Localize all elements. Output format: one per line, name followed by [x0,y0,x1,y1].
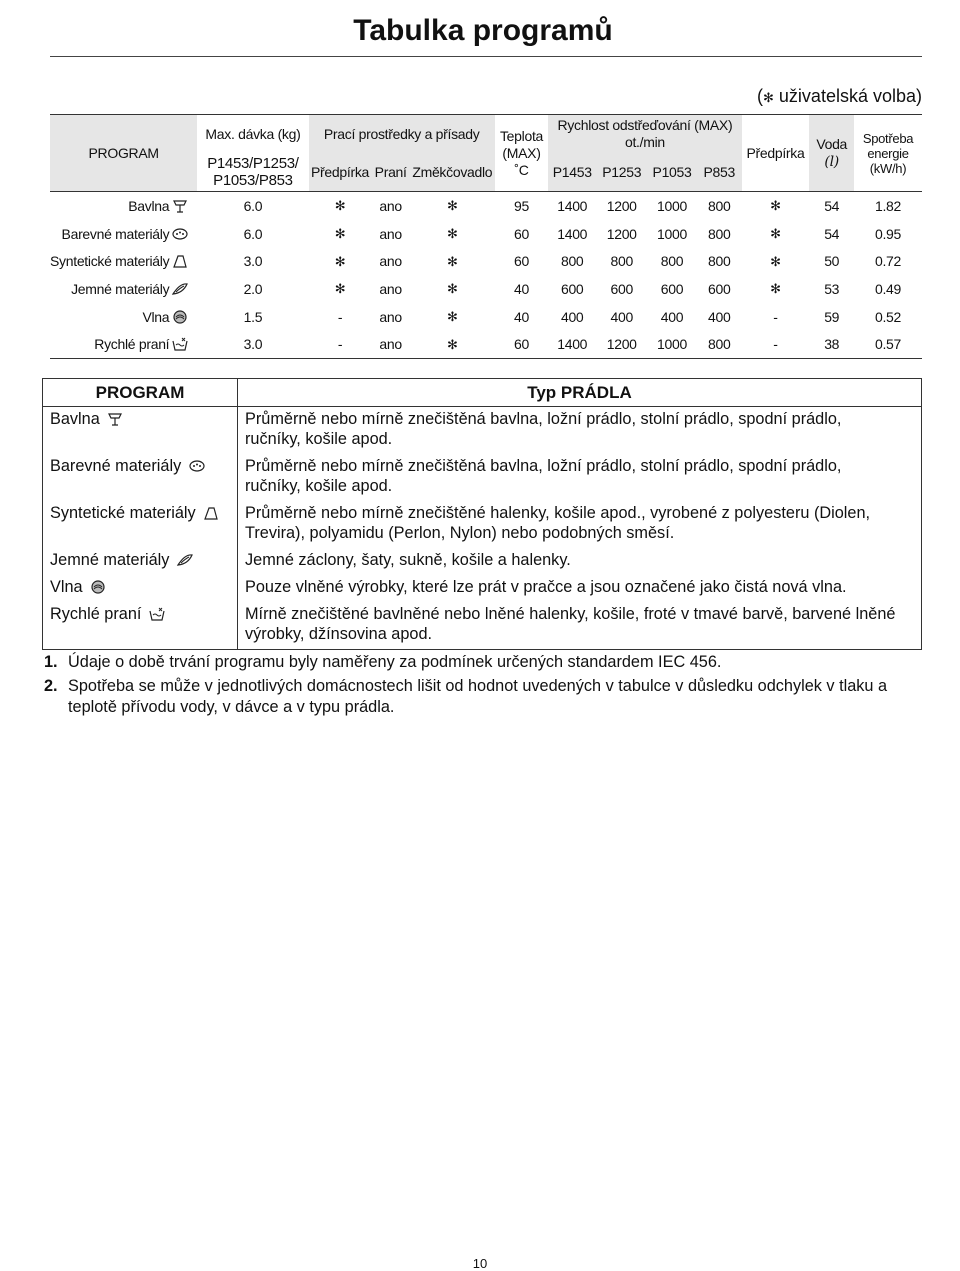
spin-cell: 1000 [657,225,687,242]
wash-cell: ano [379,253,402,270]
laundry-type-table [42,378,922,650]
water-cell: 59 [824,308,840,325]
max-load-cell: 2.0 [243,280,263,297]
spin-cell: 800 [707,197,731,214]
typ-description-column [238,407,922,650]
typ-program-name: Barevné materiály [50,454,237,501]
typ-program-column [43,407,238,650]
softener-cell: ✻ [447,227,458,243]
program-name: Vlna [50,303,197,331]
max-load-cell: 6.0 [243,197,263,214]
typ-description: Jemné záclony, šaty, sukně, košile a halenky. [245,551,571,569]
spin-cell: 1000 [657,336,687,353]
spin-cell: 1200 [606,197,637,214]
spin-cell: 1400 [557,336,588,353]
softener-cell: ✻ [447,254,458,270]
max-load-cell: 3.0 [243,336,263,353]
spin-cell: 600 [610,280,633,297]
typ-header-type: Typ PRÁDLA [238,379,922,407]
spin-cell: 600 [660,280,684,297]
spin-cell: 400 [560,308,584,325]
page-number: 10 [472,1256,488,1271]
program-row [50,220,922,248]
program-name: Rychlé praní [50,330,197,358]
temperature-cell: 60 [514,253,529,270]
typ-header-program: PROGRAM [43,379,238,407]
spin-cell: 1200 [606,225,637,242]
spin-cell: 400 [610,308,633,325]
water-cell: 38 [824,336,840,353]
energy-cell: 0.95 [874,225,902,242]
spin-cell: 1400 [557,197,588,214]
wash-cell: ano [379,308,402,325]
delicate-icon [171,281,189,297]
wash-cell: ano [379,280,402,297]
typ-description: Pouze vlněné výrobky, které lze prát v pračce a jsou označené jako čistá nová vlna. [245,578,847,596]
max-load-cell: 1.5 [243,308,263,325]
header-spin-p853: P853 [697,153,742,192]
legend-note: (✻ uživatelská volba) [757,86,922,106]
program-row [50,330,922,358]
typ-program-name: Rychlé praní [50,602,237,649]
header-temperature: Teplota (MAX) ˚C [499,127,544,178]
synthetic-icon [171,253,189,269]
energy-cell: 1.82 [874,197,902,214]
footnote-2: 2. Spotřeba se může v jednotlivých domácnostech lišit od hodnot uvedených v tabulce v důsledku odchylek v tlaku a teplotě přívodu vody, v dávce a v typu prádla. [44,676,888,716]
program-row [50,192,922,220]
colored-icon [188,458,206,474]
spin-cell: 800 [707,225,731,242]
spin-cell: 800 [560,253,584,270]
header-prewash: Předpírka [309,153,372,192]
prewash-cell: ✻ [334,199,346,215]
program-table [50,114,922,359]
header-program: PROGRAM [50,115,197,192]
prewash-option-cell: - [773,308,778,325]
quick-wash-icon [171,336,189,352]
header-prewash-option: Předpírka [746,144,805,161]
temperature-cell: 40 [514,308,529,325]
header-spin-p1253: P1253 [596,153,647,192]
header-spin-p1453: P1453 [548,153,596,192]
footnote-1: 1. Údaje o době trvání programu byly naměřeny za podmínek určených standardem IEC 456. [44,653,722,671]
prewash-option-cell: ✻ [770,282,781,298]
header-energy: Spotřeba energie (kW/h) [862,130,914,176]
prewash-cell: ✻ [334,227,346,243]
spin-cell: 400 [660,308,684,325]
program-row [50,275,922,303]
softener-cell: ✻ [447,282,458,298]
spin-cell: 800 [610,253,633,270]
energy-cell: 0.49 [874,280,902,297]
spin-cell: 800 [660,253,684,270]
wash-cell: ano [379,336,402,353]
spin-cell: 1000 [657,197,687,214]
header-detergents: Prací prostředky a přísady [309,115,495,154]
header-spin-speed: Rychlost odstřeďování (MAX) ot./min [548,115,741,154]
softener-cell: ✻ [447,337,458,353]
max-load-cell: 6.0 [243,225,263,242]
temperature-cell: 40 [514,280,529,297]
header-models-load: P1453/P1253/ P1053/P853 [207,155,299,189]
colored-icon [171,226,189,242]
wash-cell: ano [379,225,402,242]
water-cell: 54 [824,225,840,242]
prewash-option-cell: - [773,336,778,353]
cotton-icon [171,198,189,214]
header-water: Voda (l) [809,115,854,192]
wool-icon [89,579,107,595]
program-row [50,247,922,275]
prewash-cell: - [337,308,343,325]
prewash-option-cell: ✻ [770,227,781,243]
program-name: Jemné materiály [50,275,197,303]
wash-cell: ano [379,197,402,214]
typ-description: Průměrně nebo mírně znečištěná bavlna, ložní prádlo, stolní prádlo, spodní prádlo, ručníky, košile apod. [245,410,842,448]
delicate-icon [176,552,194,568]
header-softener: Změkčovadlo [410,153,495,192]
temperature-cell: 60 [514,225,529,242]
spin-cell: 600 [560,280,584,297]
spin-cell: 1200 [606,336,637,353]
spin-cell: 600 [707,280,731,297]
max-load-cell: 3.0 [243,253,263,270]
temperature-cell: 95 [514,197,529,214]
prewash-option-cell: ✻ [770,254,781,270]
spin-cell: 400 [707,308,731,325]
quick-wash-icon [148,606,166,622]
typ-program-name: Jemné materiály [50,548,237,575]
prewash-option-cell: ✻ [770,199,781,215]
prewash-cell: ✻ [334,282,346,298]
water-cell: 50 [824,253,840,270]
program-name: Bavlna [50,192,197,220]
program-name: Barevné materiály [50,220,197,248]
softener-cell: ✻ [447,310,458,326]
prewash-cell: ✻ [334,254,346,270]
cotton-icon [106,411,124,427]
energy-cell: 0.52 [874,308,902,325]
header-spin-p1053: P1053 [647,153,697,192]
program-name: Syntetické materiály [50,247,197,275]
spin-cell: 800 [707,253,731,270]
program-row [50,303,922,331]
typ-description: Průměrně nebo mírně znečištěné halenky, košile apod., vyrobené z polyesteru (Diolen, Trevira), polyamidu (Perlon, Nylon) nebo podobných směsí. [245,504,871,542]
spin-cell: 800 [707,336,731,353]
prewash-cell: - [337,336,343,353]
page-title: Tabulka programů [353,14,613,47]
water-cell: 53 [824,280,840,297]
header-wash: Praní [371,153,409,192]
typ-program-name: Vlna [50,575,237,602]
wool-icon [171,309,189,325]
title-divider [50,56,922,57]
softener-cell: ✻ [447,199,458,215]
spin-cell: 1400 [557,225,588,242]
synthetic-icon [202,505,220,521]
energy-cell: 0.72 [874,253,902,270]
energy-cell: 0.57 [874,336,902,353]
water-cell: 54 [824,197,840,214]
typ-program-name: Bavlna [50,407,237,454]
typ-description: Průměrně nebo mírně znečištěná bavlna, ložní prádlo, stolní prádlo, spodní prádlo, ručníky, košile apod. [245,457,842,495]
temperature-cell: 60 [514,336,529,353]
footnotes [44,652,934,721]
typ-program-name: Syntetické materiály [50,501,237,548]
header-max-load: Max. dávka (kg) [205,125,301,142]
typ-description: Mírně znečištěné bavlněné nebo lněné halenky, košile, froté v tmavé barvě, barvené lněné výrobky, džínsovina apod. [245,605,896,643]
